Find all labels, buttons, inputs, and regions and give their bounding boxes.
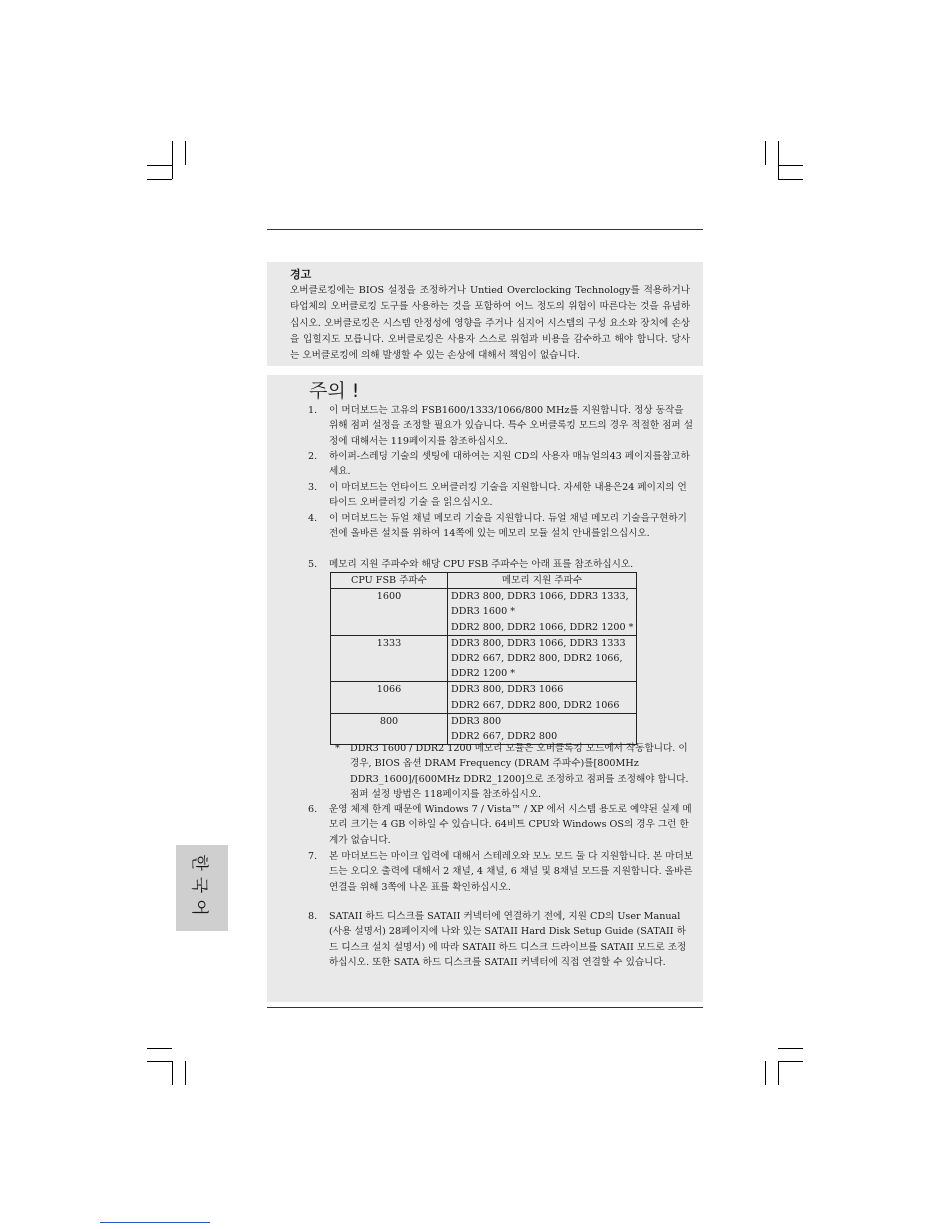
list-item: [308, 909, 693, 970]
item-text: 이 머더보드는 고유의 FSB1600/1333/1066/800 MHz를 지원합니다. 정상 동작을 위해 점퍼 설정을 조정할 필요가 있습니다. 특수 오버클록킹 모드의 경우 적절한 점퍼 설정에 대해서는 119페이지를 참조하십시오.: [329, 405, 694, 447]
footnote-text: DDR3 1600 / DDR2 1200 메모리 모듈은 오버클록킹 모드에서 작동합니다. 이 경우, BIOS 옵션 DRAM Frequency (DRAM 주파수)를[800MHz DDR3_1600]/[600MHz DDR2_1200]으로 조정하고 점퍼를 조정해야 합니다. 점퍼 설정 방법은 118페이지를 참조하십시오.: [350, 743, 689, 800]
memory-cell: [448, 682, 637, 713]
crop-mark: [147, 165, 172, 166]
fsb-cell: 1066: [331, 682, 448, 713]
crop-mark: [778, 1061, 779, 1085]
footnote-asterisk: *: [335, 743, 340, 754]
fsb-cell: 1600: [331, 589, 448, 636]
memory-line: DDR2 667, DDR2 800: [451, 731, 558, 743]
language-side-tab: [176, 845, 228, 931]
item-number: 2.: [308, 451, 318, 462]
crop-mark: [147, 1048, 172, 1049]
item-number: 6.: [308, 804, 318, 815]
list-item: [308, 403, 693, 449]
memory-line: DDR2 1200 *: [451, 668, 516, 680]
crop-mark: [778, 165, 803, 166]
list-item: [308, 849, 693, 909]
fsb-cell: 800: [331, 713, 448, 744]
item-number: 1.: [308, 405, 318, 416]
list-item: [308, 449, 693, 480]
list-item: [308, 480, 693, 511]
crop-mark: [778, 1061, 803, 1062]
crop-mark: [765, 1061, 766, 1085]
top-rule: [267, 229, 703, 230]
crop-mark: [172, 141, 173, 179]
crop-mark: [778, 141, 779, 179]
memory-line: DDR3 800, DDR3 1066: [451, 684, 564, 696]
crop-mark: [185, 141, 186, 165]
table-footnote: [335, 741, 695, 802]
crop-mark: [778, 1048, 803, 1049]
bottom-link-underline: [100, 1222, 210, 1223]
item-number: 5.: [308, 559, 318, 570]
memory-line: DDR3 1600 *: [451, 606, 516, 618]
table-row: [331, 635, 637, 682]
item-text: 운영 체제 한계 때문에 Windows 7 / Vista™ / XP 에서 시스템 용도로 예약된 실제 메모리 크기는 4 GB 이하일 수 있습니다. 64비트 CPU와 Windows OS의 경우 그런 한계가 없습니다.: [329, 804, 692, 846]
table-row: [331, 682, 637, 713]
warning-body: 오버클로킹에는 BIOS 설정을 조정하거나 Untied Overclocking Technology를 적용하거나 타업체의 오버클로킹 도구를 사용하는 것을 포함하여 어느 정도의 위험이 따른다는 것을 유념하십시오. 오버클로킹은 시스템 안정성에 영향을 주거나 심지어 시스템의 구성 요소와 장치에 손상을 입힐지도 모릅니다. 오버클로킹은 사용자 스스로 위험과 비용을 감수하고 해야 합니다. 당사는 오버클로킹에 의해 발생할 수 있는 손상에 대해서 책임이 없습니다.: [290, 285, 690, 362]
caution-list: [308, 403, 693, 572]
language-label: 한국어: [189, 854, 210, 922]
list-item: [308, 802, 693, 849]
crop-mark: [185, 1061, 186, 1085]
item-text: SATAII 하드 디스크를 SATAII 커넥터에 연결하기 전에, 지원 CD의 User Manual (사용 설명서) 28페이지에 나와 있는 SATAII Hard Disk Setup Guide (SATAII 하드 디스크 설치 설명서) 에 따라 SATAII 하드 디스크 드라이브를 SATAII 모드로 조정하십시오. 또한 SATA 하드 디스크를 SATAII 커넥터에 직접 연결할 수 있습니다.: [329, 911, 687, 968]
item-text: 메모리 지원 주파수와 해당 CPU FSB 주파수는 아래 표를 참조하십시오.: [329, 559, 634, 570]
memory-line: DDR3 800, DDR3 1066, DDR3 1333,: [451, 591, 629, 603]
memory-frequency-table: [330, 572, 637, 745]
crop-mark: [147, 179, 172, 180]
crop-mark: [765, 141, 766, 165]
table-row: [331, 589, 637, 636]
column-header: CPU FSB 주파수: [331, 573, 448, 589]
memory-line: DDR3 800, DDR3 1066, DDR3 1333: [451, 637, 626, 649]
item-number: 8.: [308, 911, 318, 922]
table-header-row: [331, 573, 637, 589]
crop-mark: [778, 179, 803, 180]
item-text: 본 마더보드는 마이크 입력에 대해서 스테레오와 모노 모드 둘 다 지원합니다. 본 마더보드는 오디오 출력에 대해서 2 채널, 4 채널, 6 채널 및 8채널 모드를 지원합니다. 올바른 연결을 위해 3쪽에 나온 표를 확인하십시오.: [329, 851, 694, 893]
bottom-rule: [267, 1007, 703, 1008]
crop-mark: [147, 1061, 172, 1062]
warning-title: 경고: [290, 268, 312, 281]
list-item: [308, 557, 693, 572]
item-number: 7.: [308, 851, 318, 862]
memory-cell: [448, 589, 637, 636]
column-header: 메모리 지원 주파수: [448, 573, 637, 589]
list-item: [308, 511, 693, 557]
memory-line: DDR3 800: [451, 715, 502, 727]
memory-cell: [448, 635, 637, 682]
memory-line: DDR2 667, DDR2 800, DDR2 1066: [451, 699, 620, 711]
item-text: 하이퍼-스레딩 기술의 셋팅에 대하여는 지원 CD의 사용자 매뉴얼의43 페이지를참고하세요.: [329, 451, 690, 478]
item-number: 3.: [308, 482, 318, 493]
crop-mark: [172, 1061, 173, 1085]
item-text: 이 마더보드는 언타이드 오버클러킹 기술을 지원합니다. 자세한 내용은24 페이지의 언타이드 오버클러킹 기술 을 읽으십시오.: [329, 482, 687, 509]
memory-line: DDR2 800, DDR2 1066, DDR2 1200 *: [451, 621, 634, 633]
caution-list-continued: [308, 802, 693, 970]
memory-line: DDR2 667, DDR2 800, DDR2 1066,: [451, 653, 623, 665]
fsb-cell: 1333: [331, 635, 448, 682]
item-text: 이 머더보드는 듀얼 채널 메모리 기술을 지원합니다. 듀얼 채널 메모리 기술을구현하기 전에 올바른 설치를 위하여 14쪽에 있는 메모리 모듈 설치 안내를읽으십시오.: [329, 513, 687, 540]
caution-title: 주의 !: [309, 380, 360, 402]
item-number: 4.: [308, 513, 318, 524]
